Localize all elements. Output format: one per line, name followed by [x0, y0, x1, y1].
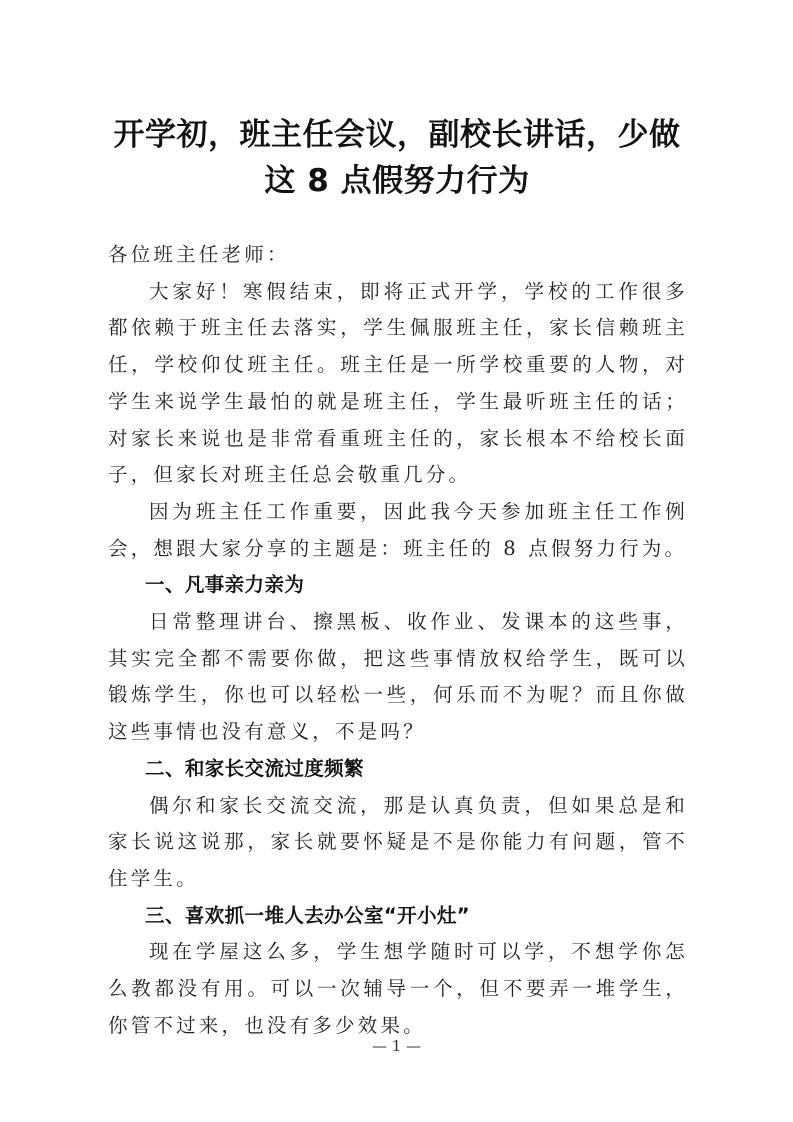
paragraph-intro: 大家好！寒假结束，即将正式开学，学校的工作很多都依赖于班主任去落实，学生佩服班主任，家长信赖班主任，学校仰仗班主任。班主任是一所学校重要的人物，对学生来说学生最怕的就是班主任，学生最听班主任的话；对家长来说也是非常看重班主任的，家长根本不给校长面子，但家长对班主任总会敬重几分。	[108, 279, 688, 487]
paragraph-section-1: 日常整理讲台、擦黑板、收作业、发课本的这些事，其实完全都不需要你做，把这些事情放权给学生，既可以锻炼学生，你也可以轻松一些，何乐而不为呢？而且你做这些事情也没有意义，不是吗？	[108, 610, 688, 744]
document-body	[108, 237, 688, 1044]
section-heading-1: 一、凡事亲力亲为	[145, 573, 305, 597]
paragraph-section-3: 现在学屋这么多，学生想学随时可以学，不想学你怎么教都没有用。可以一次辅导一个，但不要弄一堆学生，你管不过来，也没有多少效果。	[108, 940, 688, 1037]
paragraph-theme: 因为班主任工作重要，因此我今天参加班主任工作例会，想跟大家分享的主题是：班主任的 8 点假努力行为。	[108, 499, 688, 560]
section-heading-3: 三、喜欢抓一堆人去办公室“开小灶”	[145, 903, 470, 927]
paragraph-section-2: 偶尔和家长交流交流，那是认真负责，但如果总是和家长说这说那，家长就要怀疑是不是你能力有问题，管不住学生。	[108, 793, 688, 890]
section-heading-2: 二、和家长交流过度频繁	[145, 756, 364, 780]
page-number: — 1 —	[371, 1037, 422, 1055]
salutation: 各位班主任老师：	[108, 243, 290, 266]
document-title: 开学初，班主任会议，副校长讲话，少做这 8 点假努力行为	[113, 117, 681, 199]
